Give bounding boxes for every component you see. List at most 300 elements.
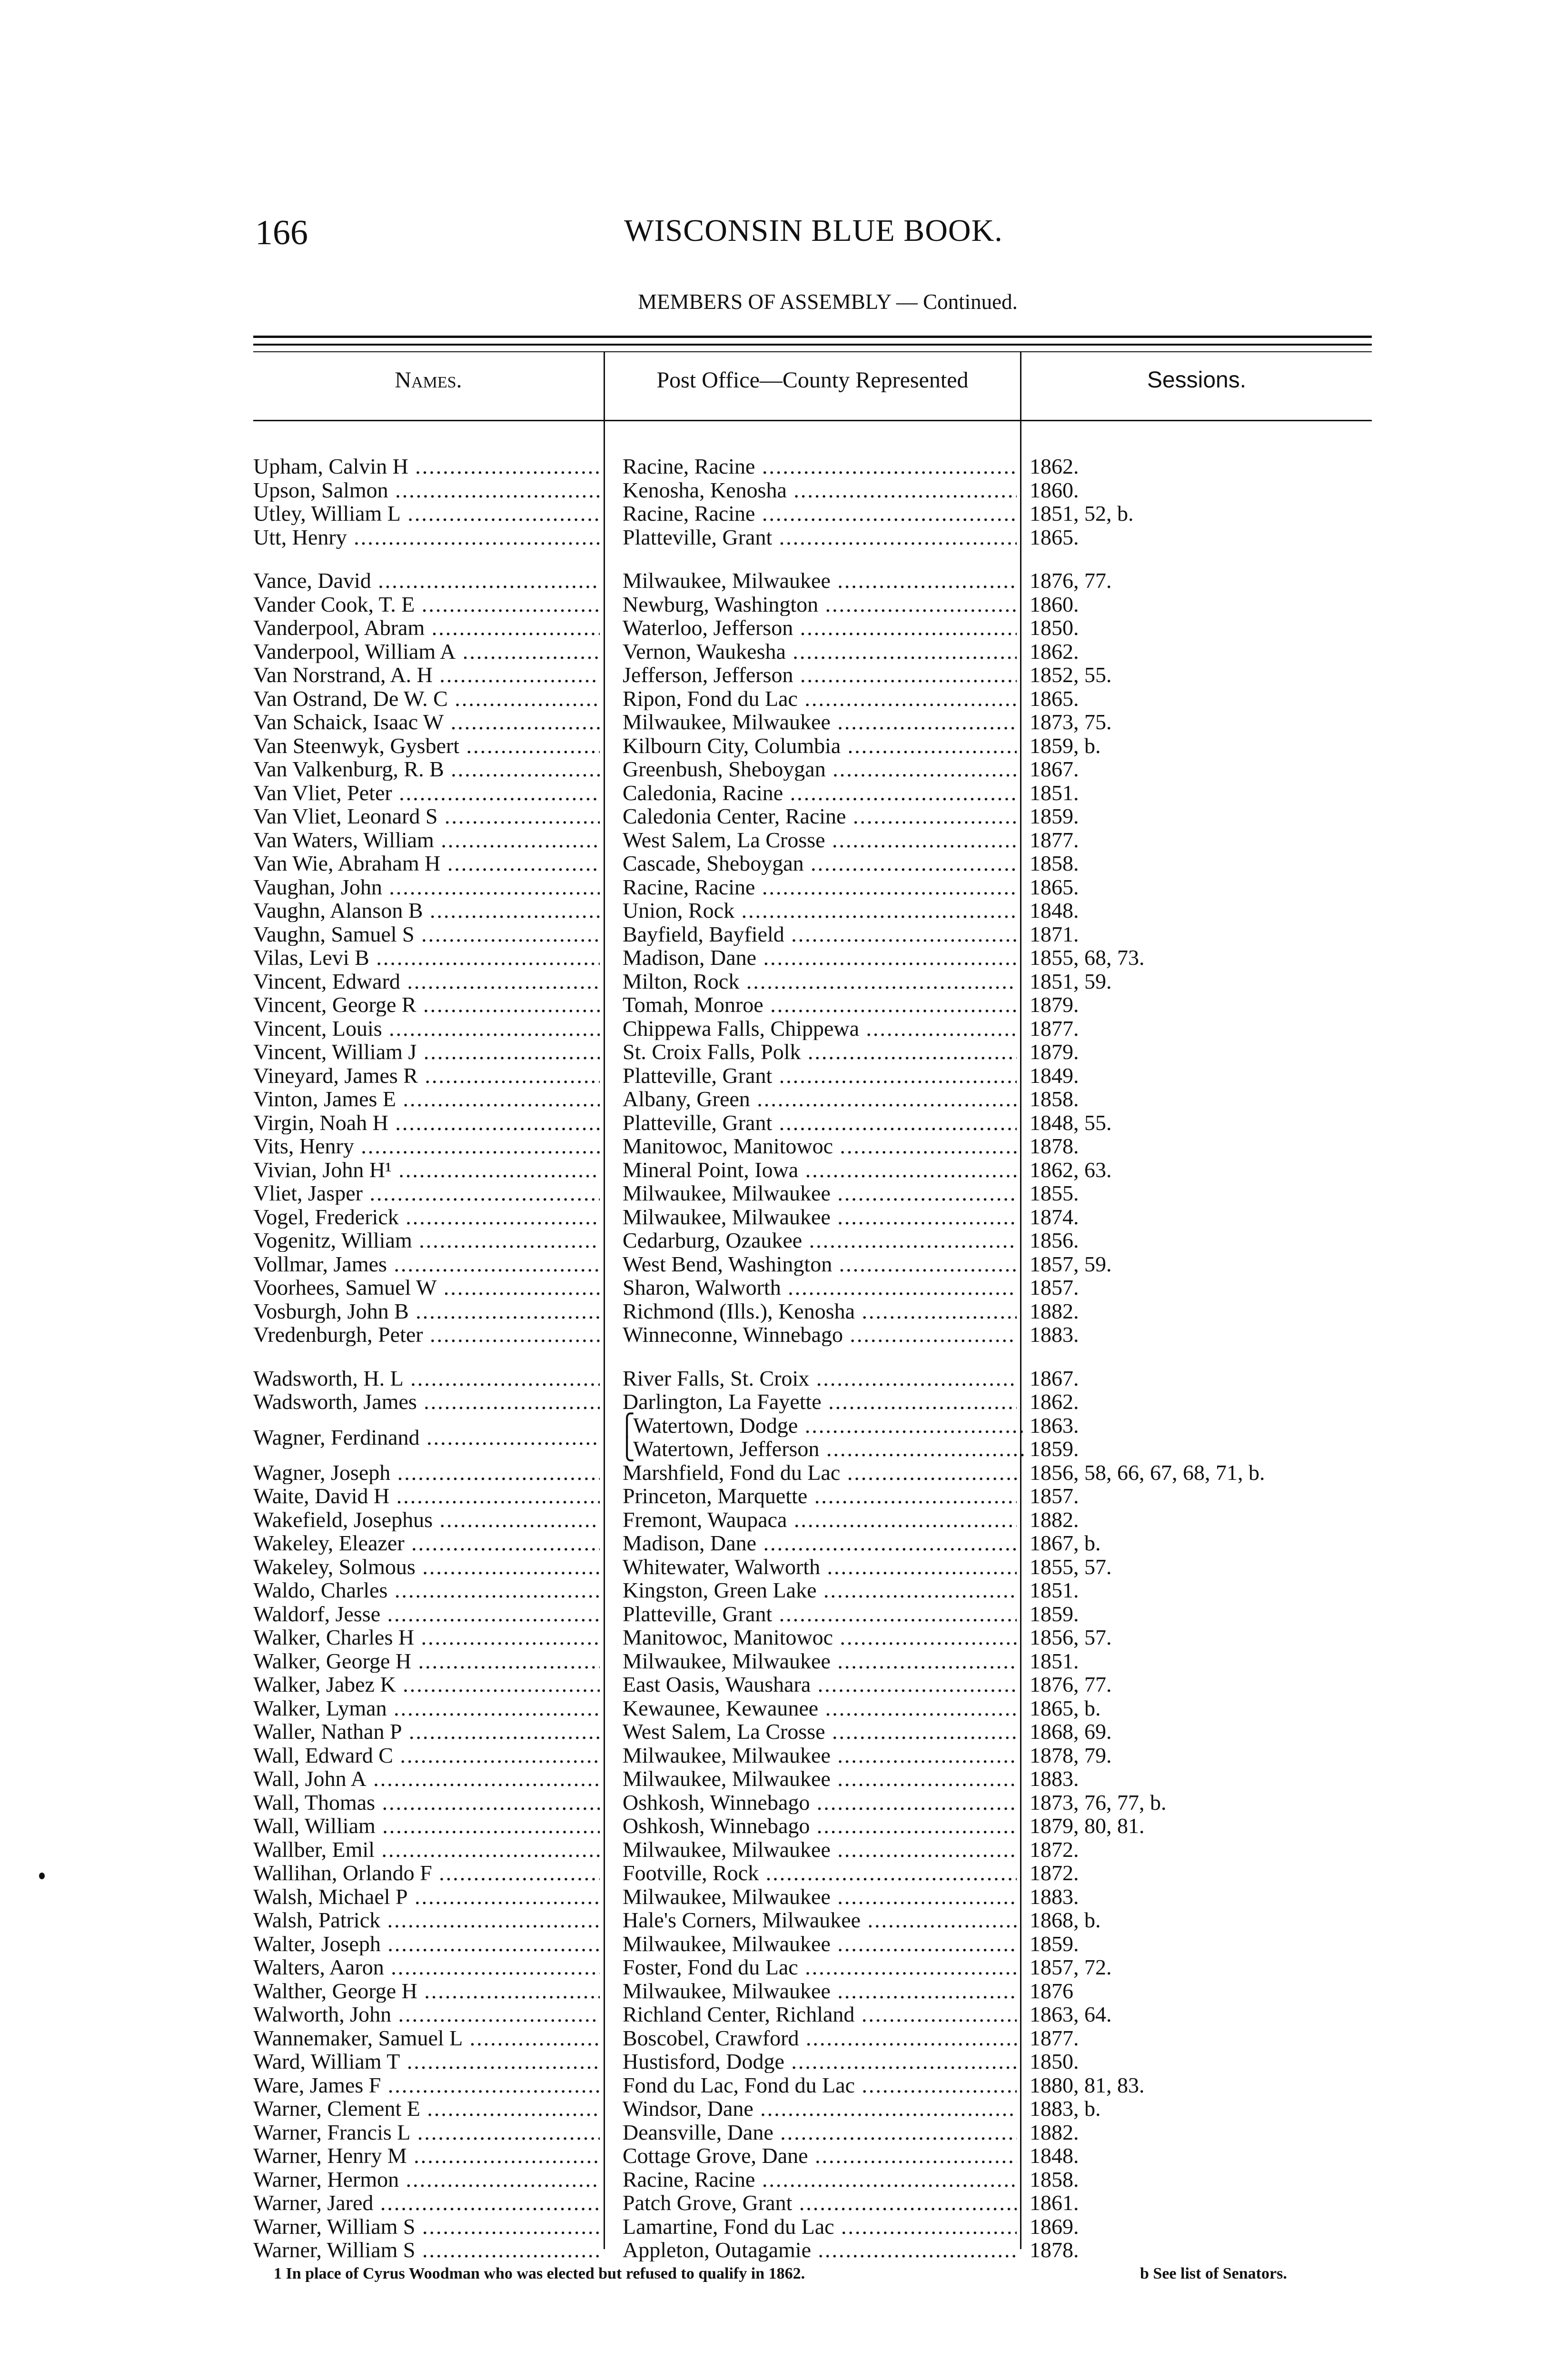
member-name: Van Valkenburg, R. B ..... — [253, 757, 600, 781]
post-office-county: West Salem, La Crosse ..... — [623, 828, 1017, 852]
table-row — [0, 1040, 1546, 1063]
table-row — [0, 455, 1546, 478]
member-name: Vincent, Edward ..... — [253, 970, 600, 993]
member-name: Vogenitz, William ..... — [253, 1229, 600, 1252]
sessions-value: 1855, 68, 73. — [1030, 945, 1145, 970]
member-name: Waldorf, Jesse ..... — [253, 1602, 600, 1626]
table-row — [0, 852, 1546, 875]
sessions-value: 1859. — [1030, 1602, 1079, 1626]
table-row — [0, 899, 1546, 922]
member-name: Vincent, George R ..... — [253, 993, 600, 1016]
post-office-county: West Salem, La Crosse ..... — [623, 1720, 1017, 1743]
table-row — [0, 1508, 1546, 1531]
table-row — [0, 1673, 1546, 1696]
member-name: Vogel, Frederick ..... — [253, 1205, 600, 1229]
post-office-county: Caledonia, Racine ..... — [623, 781, 1017, 804]
sessions-value: 1863, 64. — [1030, 2002, 1112, 2026]
column-header-sessions: Sessions. — [1147, 367, 1247, 393]
member-name: Vander Cook, T. E ..... — [253, 593, 600, 616]
member-name: Van Ostrand, De W. C ..... — [253, 687, 600, 710]
table-row — [0, 2097, 1546, 2120]
table-row — [0, 1602, 1546, 1626]
sessions-value: 1865. — [1030, 686, 1079, 711]
member-name: Walworth, John ..... — [253, 2003, 600, 2026]
table-row — [0, 1838, 1546, 1861]
page-number: 166 — [255, 213, 308, 252]
table-row — [0, 1531, 1546, 1555]
sessions-value: 1880, 81, 83. — [1030, 2073, 1145, 2097]
post-office-county: Bayfield, Bayfield ..... — [623, 922, 1017, 946]
post-office-county: Manitowoc, Manitowoc ..... — [623, 1134, 1017, 1158]
post-office-county: Racine, Racine ..... — [623, 455, 1017, 478]
sessions-value: 1862. — [1030, 639, 1079, 664]
table-row — [0, 1484, 1546, 1507]
member-name: Walsh, Patrick ..... — [253, 1908, 600, 1932]
post-office-county: Fremont, Waupaca ..... — [623, 1508, 1017, 1531]
post-office-county: Whitewater, Walworth ..... — [623, 1555, 1017, 1578]
member-name: Vosburgh, John B ..... — [253, 1299, 600, 1323]
post-office-county: Patch Grove, Grant ..... — [623, 2191, 1017, 2214]
member-name: Wakefield, Josephus ..... — [253, 1508, 600, 1531]
member-name: Wakeley, Eleazer ..... — [253, 1531, 600, 1555]
table-row — [0, 804, 1546, 828]
member-name: Vaughn, Alanson B ..... — [253, 899, 600, 922]
post-office-county: River Falls, St. Croix ..... — [623, 1367, 1017, 1390]
post-office-county: Kingston, Green Lake ..... — [623, 1578, 1017, 1602]
post-office-county: Milwaukee, Milwaukee ..... — [623, 1649, 1017, 1673]
post-office-county: Windsor, Dane ..... — [623, 2097, 1017, 2120]
table-row — [0, 1017, 1546, 1040]
table-row — [0, 922, 1546, 946]
member-name: Vaughan, John ..... — [253, 875, 600, 899]
table-row — [0, 1649, 1546, 1673]
table-row — [0, 526, 1546, 549]
table-row — [0, 1367, 1546, 1390]
post-office-county: Princeton, Marquette ..... — [623, 1484, 1017, 1507]
post-office-county: Deansville, Dane ..... — [623, 2121, 1017, 2144]
table-row — [0, 970, 1546, 993]
member-name: Wakeley, Solmous ..... — [253, 1555, 600, 1578]
sessions-value: 1867, b. — [1030, 1531, 1101, 1555]
post-office-county: Platteville, Grant ..... — [623, 1111, 1017, 1134]
sessions-value: 1858. — [1030, 851, 1079, 875]
sessions-value: 1862. — [1030, 1389, 1079, 1414]
sessions-value: 1851, 52, b. — [1030, 501, 1134, 526]
table-row — [0, 1229, 1546, 1252]
footnote-b: b See list of Senators. — [1140, 2265, 1287, 2282]
post-office-county: Manitowoc, Manitowoc ..... — [623, 1626, 1017, 1649]
post-office-county: Richland Center, Richland ..... — [623, 2003, 1017, 2026]
post-office-county: Chippewa Falls, Chippewa ..... — [623, 1017, 1017, 1040]
sessions-value: 1876, 77. — [1030, 1672, 1112, 1696]
post-office-county: Watertown, Dodge ..... — [623, 1414, 1027, 1437]
member-name: Waite, David H ..... — [253, 1484, 600, 1507]
sessions-value: 1862, 63. — [1030, 1158, 1112, 1182]
post-office-county: Milwaukee, Milwaukee ..... — [623, 1767, 1017, 1790]
member-name: Wall, William ..... — [253, 1814, 600, 1837]
post-office-county: Platteville, Grant ..... — [623, 1602, 1017, 1626]
sessions-value: 1877. — [1030, 2026, 1079, 2050]
table-row — [0, 2050, 1546, 2073]
table-row — [0, 875, 1546, 899]
table-row — [0, 2003, 1546, 2026]
sessions-value: 1878. — [1030, 1134, 1079, 1158]
table-row — [0, 1885, 1546, 1908]
table-row — [0, 734, 1546, 757]
sessions-value: 1877. — [1030, 828, 1079, 852]
member-name: Walther, George H ..... — [253, 1979, 600, 2003]
post-office-county: Milton, Rock ..... — [623, 970, 1017, 993]
sessions-value: 1868, b. — [1030, 1908, 1101, 1932]
table-row — [0, 1555, 1546, 1578]
member-name: Wall, Edward C ..... — [253, 1744, 600, 1767]
sessions-value: 1865. — [1030, 875, 1079, 899]
table-row — [0, 1323, 1546, 1346]
table-row — [0, 1087, 1546, 1111]
footnote-1: 1 In place of Cyrus Woodman who was elected but refused to qualify in 1862. — [274, 2265, 805, 2282]
sessions-value: 1848, 55. — [1030, 1111, 1112, 1135]
post-office-county: Vernon, Waukesha ..... — [623, 640, 1017, 663]
table-row — [0, 569, 1546, 592]
table-row — [0, 757, 1546, 781]
member-name: Vineyard, James R ..... — [253, 1064, 600, 1087]
table-row — [0, 1299, 1546, 1323]
member-name: Walker, Charles H ..... — [253, 1626, 600, 1649]
member-name: Warner, Francis L ..... — [253, 2121, 600, 2144]
member-name: Wadsworth, James ..... — [253, 1390, 600, 1413]
table-row — [0, 828, 1546, 852]
member-name: Van Wie, Abraham H ..... — [253, 852, 600, 875]
member-name: Warner, Henry M ..... — [253, 2144, 600, 2167]
member-name: Walters, Aaron ..... — [253, 1955, 600, 1979]
top-rule — [253, 336, 1372, 338]
post-office-county: Footville, Rock ..... — [623, 1861, 1017, 1884]
member-name: Vanderpool, Abram ..... — [253, 616, 600, 639]
member-name: Van Schaick, Isaac W ..... — [253, 710, 600, 734]
sessions-value: 1856, 57. — [1030, 1625, 1112, 1649]
sessions-value: 1883. — [1030, 1766, 1079, 1791]
member-name: Vits, Henry ..... — [253, 1134, 600, 1158]
column-header-post-office: Post Office—County Represented — [656, 367, 969, 393]
table-row — [0, 616, 1546, 639]
table-row — [0, 1791, 1546, 1814]
table-row — [0, 1414, 1546, 1437]
table-row — [0, 1276, 1546, 1299]
table-row — [0, 1578, 1546, 1602]
post-office-county: Kilbourn City, Columbia ..... — [623, 734, 1017, 757]
sessions-value: 1859. — [1030, 1932, 1079, 1956]
post-office-county: Milwaukee, Milwaukee ..... — [623, 1181, 1017, 1205]
member-name: Voorhees, Samuel W ..... — [253, 1276, 600, 1299]
sessions-value: 1879. — [1030, 992, 1079, 1017]
member-name: Utley, William L ..... — [253, 502, 600, 525]
sessions-value: 1852, 55. — [1030, 663, 1112, 687]
sessions-value: 1851, 59. — [1030, 969, 1112, 993]
post-office-county: Lamartine, Fond du Lac ..... — [623, 2215, 1017, 2238]
sessions-value: 1873, 75. — [1030, 710, 1112, 734]
sessions-value: 1882. — [1030, 1507, 1079, 1532]
post-office-county: Marshfield, Fond du Lac ..... — [623, 1461, 1017, 1484]
sessions-value: 1848. — [1030, 2143, 1079, 2168]
table-row — [0, 1181, 1546, 1205]
sessions-value: 1856. — [1030, 1228, 1079, 1252]
table-row — [0, 1932, 1546, 1955]
table-row — [0, 2073, 1546, 2097]
member-name: Ward, William T ..... — [253, 2050, 600, 2073]
sessions-value: 1851. — [1030, 1649, 1079, 1673]
member-name: Warner, Jared ..... — [253, 2191, 600, 2214]
table-row — [0, 1626, 1546, 1649]
sessions-value: 1850. — [1030, 2049, 1079, 2073]
sessions-value: 1876, 77. — [1030, 568, 1112, 593]
table-row — [0, 2144, 1546, 2167]
post-office-county: Union, Rock ..... — [623, 899, 1017, 922]
member-name: Vance, David ..... — [253, 569, 600, 592]
sessions-value: 1879, 80, 81. — [1030, 1814, 1145, 1838]
member-name: Vliet, Jasper ..... — [253, 1181, 600, 1205]
member-name: Van Waters, William ..... — [253, 828, 600, 852]
sessions-value: 1878. — [1030, 2238, 1079, 2262]
post-office-county: Mineral Point, Iowa ..... — [623, 1158, 1017, 1181]
table-row — [0, 1252, 1546, 1276]
table-row — [0, 640, 1546, 663]
post-office-county: Milwaukee, Milwaukee ..... — [623, 1744, 1017, 1767]
sessions-value: 1849. — [1030, 1063, 1079, 1088]
member-name: Wallber, Emil ..... — [253, 1838, 600, 1861]
member-name: Van Norstrand, A. H ..... — [253, 663, 600, 686]
member-name: Walker, Jabez K ..... — [253, 1673, 600, 1696]
member-name: Virgin, Noah H ..... — [253, 1111, 600, 1134]
sessions-value: 1858. — [1030, 2167, 1079, 2192]
post-office-county: West Bend, Washington ..... — [623, 1252, 1017, 1276]
post-office-county: Madison, Dane ..... — [623, 946, 1017, 969]
member-name: Ware, James F ..... — [253, 2073, 600, 2097]
post-office-county: St. Croix Falls, Polk ..... — [623, 1040, 1017, 1063]
member-name: Vanderpool, William A ..... — [253, 640, 600, 663]
member-name: Vilas, Levi B ..... — [253, 946, 600, 969]
sessions-value: 1857, 72. — [1030, 1955, 1112, 1979]
post-office-county: Milwaukee, Milwaukee ..... — [623, 1838, 1017, 1861]
table-row — [0, 478, 1546, 502]
sessions-value: 1871. — [1030, 922, 1079, 946]
table-row — [0, 1955, 1546, 1979]
sessions-value: 1857. — [1030, 1275, 1079, 1299]
member-name: Vivian, John H¹ ..... — [253, 1158, 600, 1181]
post-office-county: Boscobel, Crawford ..... — [623, 2026, 1017, 2050]
table-row — [0, 687, 1546, 710]
member-name: Van Vliet, Peter ..... — [253, 781, 600, 804]
post-office-county: Hustisford, Dodge ..... — [623, 2050, 1017, 2073]
table-row — [0, 2238, 1546, 2261]
member-name: Warner, Clement E ..... — [253, 2097, 600, 2120]
sessions-value: 1882. — [1030, 1299, 1079, 1323]
member-name: Waldo, Charles ..... — [253, 1578, 600, 1602]
post-office-county: Albany, Green ..... — [623, 1087, 1017, 1111]
sessions-value: 1857, 59. — [1030, 1252, 1112, 1276]
post-office-county: Cedarburg, Ozaukee ..... — [623, 1229, 1017, 1252]
member-name: Walker, Lyman ..... — [253, 1696, 600, 1720]
member-name: Upham, Calvin H ..... — [253, 455, 600, 478]
post-office-county: Cottage Grove, Dane ..... — [623, 2144, 1017, 2167]
table-row — [0, 593, 1546, 616]
table-row — [0, 1979, 1546, 2003]
post-office-county: Sharon, Walworth ..... — [623, 1276, 1017, 1299]
member-name: Van Steenwyk, Gysbert ..... — [253, 734, 600, 757]
post-office-county: Greenbush, Sheboygan ..... — [623, 757, 1017, 781]
member-name: Wagner, Ferdinand ..... — [253, 1426, 600, 1449]
sessions-value: 1860. — [1030, 592, 1079, 616]
sessions-value: 1861. — [1030, 2191, 1079, 2215]
member-name: Warner, William S ..... — [253, 2215, 600, 2238]
header-rule — [253, 420, 1372, 421]
post-office-county: Platteville, Grant ..... — [623, 1064, 1017, 1087]
member-name: Vaughn, Samuel S ..... — [253, 922, 600, 946]
column-header-names: Names. — [395, 367, 462, 393]
post-office-county: Kewaunee, Kewaunee ..... — [623, 1696, 1017, 1720]
sessions-value: 1867. — [1030, 757, 1079, 781]
post-office-county: Platteville, Grant ..... — [623, 526, 1017, 549]
table-row — [0, 1158, 1546, 1181]
sessions-value: 1874. — [1030, 1205, 1079, 1229]
member-name: Warner, William S ..... — [253, 2238, 600, 2261]
table-row — [0, 1134, 1546, 1158]
sessions-value: 1876 — [1030, 1979, 1073, 2003]
table-row — [0, 1767, 1546, 1790]
sessions-value: 1877. — [1030, 1016, 1079, 1041]
post-office-county: Caledonia Center, Racine ..... — [623, 804, 1017, 828]
post-office-county: Cascade, Sheboygan ..... — [623, 852, 1017, 875]
member-name: Wallihan, Orlando F ..... — [253, 1861, 600, 1884]
margin-mark — [39, 1873, 45, 1879]
sessions-value: 1855, 57. — [1030, 1555, 1112, 1579]
post-office-county: Racine, Racine ..... — [623, 2168, 1017, 2191]
post-office-county: Foster, Fond du Lac ..... — [623, 1955, 1017, 1979]
table-row — [0, 781, 1546, 804]
post-office-county: Ripon, Fond du Lac ..... — [623, 687, 1017, 710]
member-name: Wadsworth, H. L ..... — [253, 1367, 600, 1390]
table-row — [0, 1390, 1546, 1413]
brace-icon: ⎧ — [619, 1413, 635, 1438]
sessions-value: 1863. — [1030, 1413, 1079, 1438]
post-office-county: Racine, Racine ..... — [623, 875, 1017, 899]
sessions-value: 1862. — [1030, 454, 1079, 478]
table-row — [0, 710, 1546, 734]
member-name: Wannemaker, Samuel L ..... — [253, 2026, 600, 2050]
sessions-value: 1868, 69. — [1030, 1719, 1112, 1744]
post-office-county: Waterloo, Jefferson ..... — [623, 616, 1017, 639]
sessions-value: 1851. — [1030, 781, 1079, 805]
sessions-value: 1859, b. — [1030, 734, 1101, 758]
section-title: MEMBERS OF ASSEMBLY — Continued. — [638, 290, 1018, 314]
post-office-county: Darlington, La Fayette ..... — [623, 1390, 1017, 1413]
member-name: Waller, Nathan P ..... — [253, 1720, 600, 1743]
post-office-county: Milwaukee, Milwaukee ..... — [623, 1205, 1017, 1229]
member-name: Walsh, Michael P ..... — [253, 1885, 600, 1908]
post-office-county: East Oasis, Waushara ..... — [623, 1673, 1017, 1696]
sessions-value: 1856, 58, 66, 67, 68, 71, b. — [1030, 1460, 1265, 1485]
table-row — [0, 2168, 1546, 2191]
sessions-value: 1855. — [1030, 1181, 1079, 1205]
sessions-value: 1873, 76, 77, b. — [1030, 1790, 1167, 1815]
post-office-county: Milwaukee, Milwaukee ..... — [623, 1932, 1017, 1955]
post-office-county: Kenosha, Kenosha ..... — [623, 478, 1017, 502]
post-office-county: Richmond (Ills.), Kenosha ..... — [623, 1299, 1017, 1323]
post-office-county: Appleton, Outagamie ..... — [623, 2238, 1017, 2261]
table-row — [0, 2121, 1546, 2144]
table-row — [0, 1908, 1546, 1932]
sessions-value: 1869. — [1030, 2214, 1079, 2239]
sessions-value: 1883. — [1030, 1884, 1079, 1909]
post-office-county: Oshkosh, Winnebago ..... — [623, 1791, 1017, 1814]
post-office-county: Oshkosh, Winnebago ..... — [623, 1814, 1017, 1837]
post-office-county: Jefferson, Jefferson ..... — [623, 663, 1017, 686]
top-rule-3 — [253, 351, 1372, 352]
member-name: Van Vliet, Leonard S ..... — [253, 804, 600, 828]
brace-icon: ⎩ — [619, 1437, 635, 1461]
sessions-value: 1882. — [1030, 2120, 1079, 2144]
table-row — [0, 502, 1546, 525]
sessions-value: 1872. — [1030, 1837, 1079, 1862]
sessions-value: 1883, b. — [1030, 2096, 1101, 2121]
member-name: Walter, Joseph ..... — [253, 1932, 600, 1955]
table-row — [0, 1861, 1546, 1884]
member-name: Wagner, Joseph ..... — [253, 1461, 600, 1484]
post-office-county: Milwaukee, Milwaukee ..... — [623, 1885, 1017, 1908]
member-name: Upson, Salmon ..... — [253, 478, 600, 502]
sessions-value: 1879. — [1030, 1040, 1079, 1064]
sessions-value: 1865. — [1030, 525, 1079, 549]
sessions-value: 1857. — [1030, 1484, 1079, 1508]
sessions-value: 1851. — [1030, 1578, 1079, 1602]
table-row — [0, 1720, 1546, 1743]
sessions-value: 1859. — [1030, 804, 1079, 828]
sessions-value: 1858. — [1030, 1087, 1079, 1111]
post-office-county: Milwaukee, Milwaukee ..... — [623, 569, 1017, 592]
member-name: Vincent, William J ..... — [253, 1040, 600, 1063]
post-office-county: Madison, Dane ..... — [623, 1531, 1017, 1555]
sessions-value: 1878, 79. — [1030, 1743, 1112, 1767]
sessions-value: 1859. — [1030, 1437, 1079, 1461]
sessions-value: 1867. — [1030, 1366, 1079, 1390]
top-rule-2 — [253, 344, 1372, 346]
post-office-county: Milwaukee, Milwaukee ..... — [623, 1979, 1017, 2003]
table-row — [0, 663, 1546, 686]
member-name: Warner, Hermon ..... — [253, 2168, 600, 2191]
table-row — [0, 1205, 1546, 1229]
sessions-value: 1865, b. — [1030, 1696, 1101, 1720]
member-name: Wall, Thomas ..... — [253, 1791, 600, 1814]
member-name: Vincent, Louis ..... — [253, 1017, 600, 1040]
table-row — [0, 946, 1546, 969]
table-row — [0, 2026, 1546, 2050]
member-name: Walker, George H ..... — [253, 1649, 600, 1673]
sessions-value: 1872. — [1030, 1861, 1079, 1885]
table-row — [0, 1461, 1546, 1484]
post-office-county: Hale's Corners, Milwaukee ..... — [623, 1908, 1017, 1932]
table-row — [0, 2215, 1546, 2238]
post-office-county: Fond du Lac, Fond du Lac ..... — [623, 2073, 1017, 2097]
post-office-county: Watertown, Jefferson ..... — [623, 1437, 1027, 1460]
table-row — [0, 1696, 1546, 1720]
table-row — [0, 1111, 1546, 1134]
member-name: Vredenburgh, Peter ..... — [253, 1323, 600, 1346]
table-row — [0, 2191, 1546, 2214]
running-head: WISCONSIN BLUE BOOK. — [624, 213, 1003, 248]
post-office-county: Winneconne, Winnebago ..... — [623, 1323, 1017, 1346]
member-name: Vinton, James E ..... — [253, 1087, 600, 1111]
post-office-county: Milwaukee, Milwaukee ..... — [623, 710, 1017, 734]
table-row — [0, 993, 1546, 1016]
